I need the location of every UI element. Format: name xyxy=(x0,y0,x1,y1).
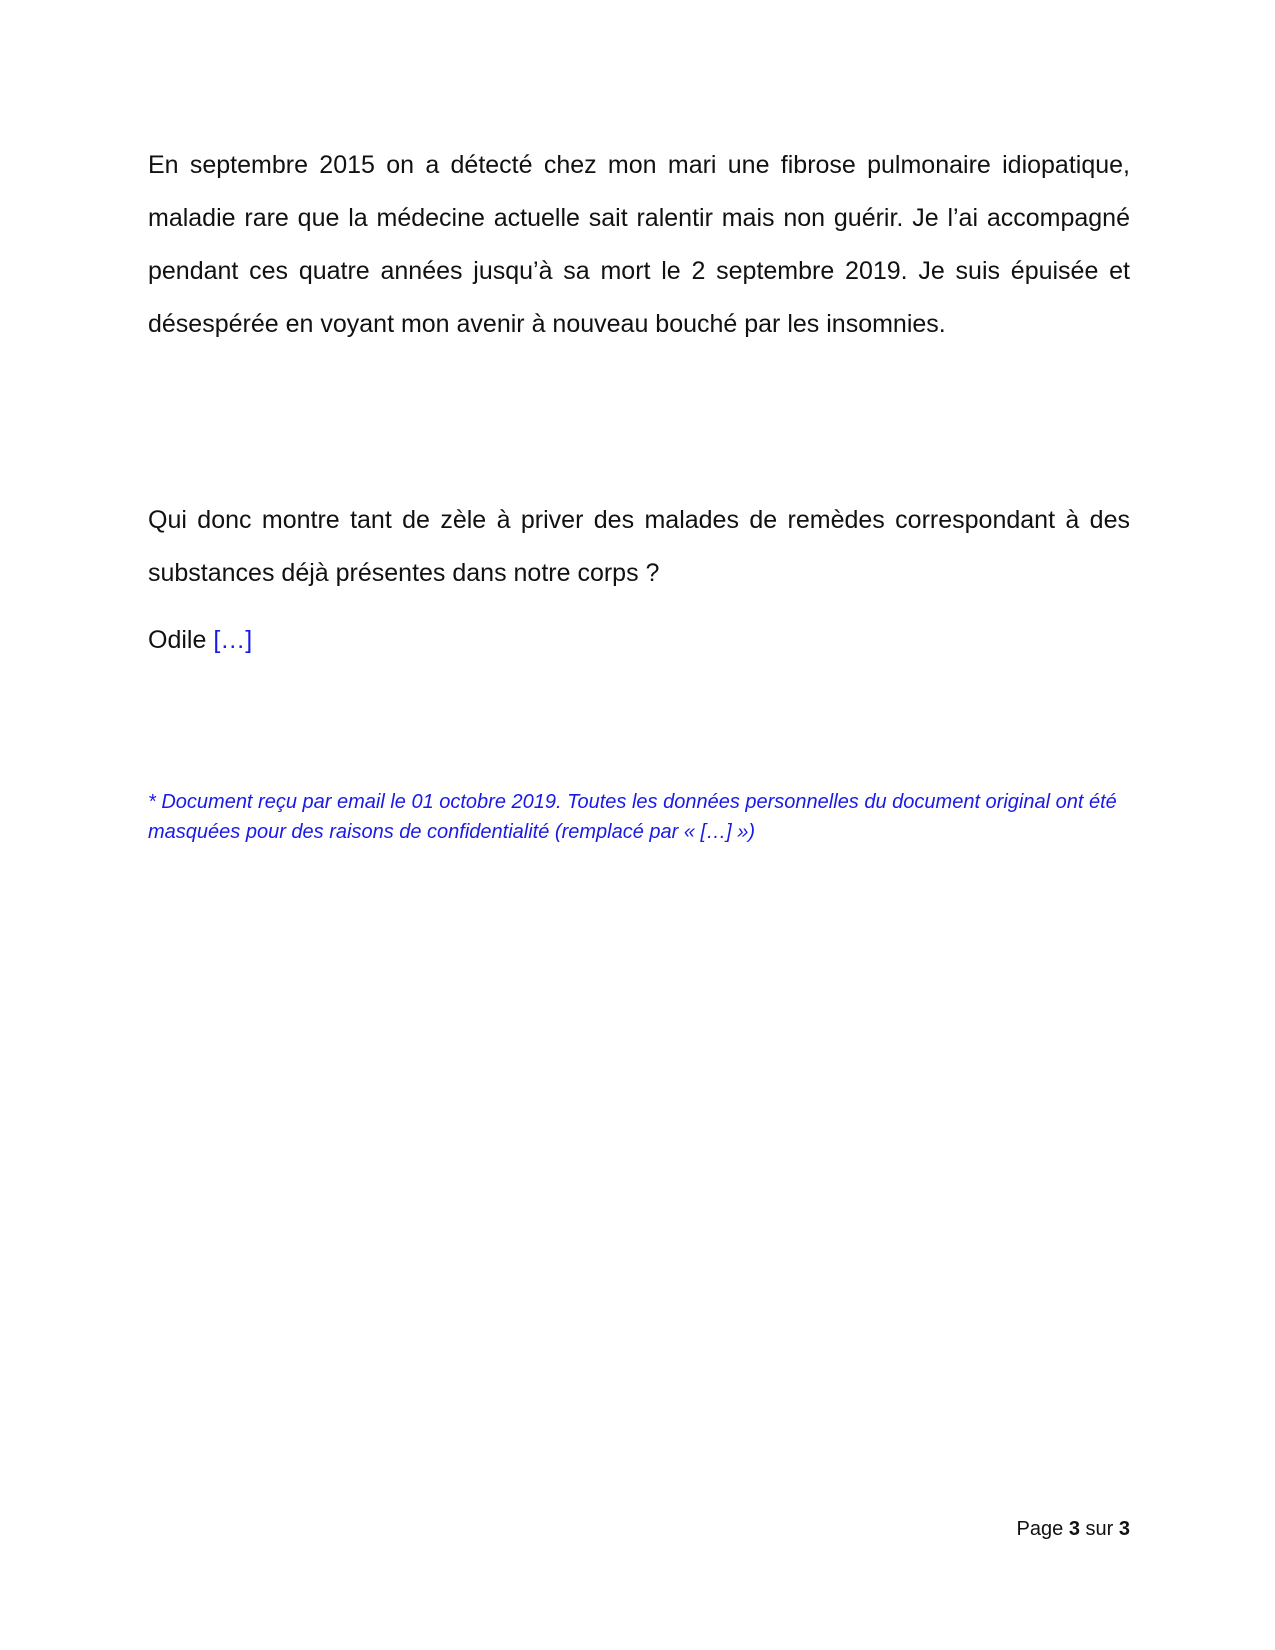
signature-name: Odile xyxy=(148,626,207,654)
redacted-marker: […] xyxy=(213,626,253,654)
page-separator: sur xyxy=(1085,1518,1114,1540)
signature xyxy=(148,620,252,660)
page-word: Page xyxy=(1016,1518,1064,1540)
page-footer xyxy=(1017,1515,1130,1543)
paragraph-question: Qui donc montre tant de zèle à priver des malades de remèdes correspondant à des substances déjà présentes dans notre corps ? xyxy=(148,506,1130,587)
current-page-number: 3 xyxy=(1068,1518,1080,1540)
confidentiality-note: * Document reçu par email le 01 octobre 2019. Toutes les données personnelles du document original ont été masquées pour des raisons de confidentialité (remplacé par « […] ») xyxy=(148,791,1117,843)
paragraph-diagnosis: En septembre 2015 on a détecté chez mon mari une fibrose pulmonaire idiopatique, maladie rare que la médecine actuelle sait ralentir mais non guérir. Je l’ai accompagné pendant ces quatre années jusqu’à sa mort le 2 septembre 2019. Je suis épuisée et désespérée en voyant mon avenir à nouveau bouché par les insomnies. xyxy=(148,151,1130,338)
total-pages-number: 3 xyxy=(1118,1518,1130,1540)
